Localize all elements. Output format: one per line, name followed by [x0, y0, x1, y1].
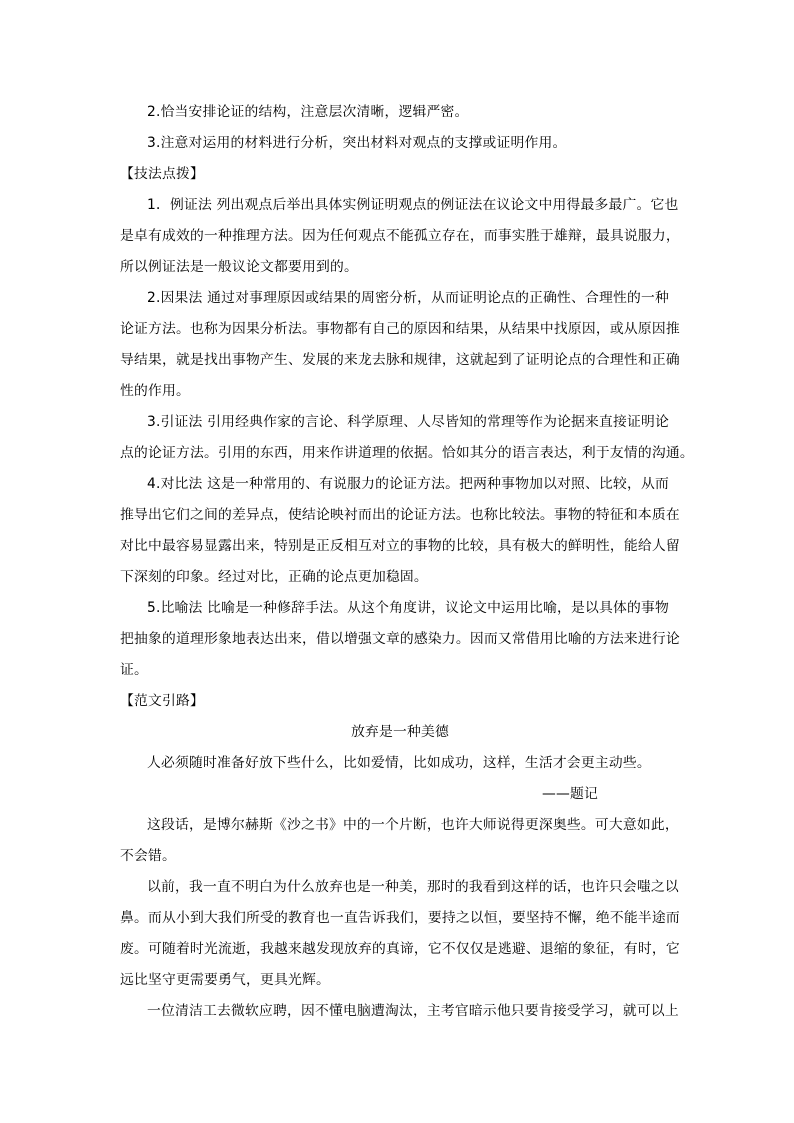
text-line: 远比坚守更需要勇气，更具光辉。 [120, 972, 330, 988]
section-heading: 【范文引路】 [120, 693, 204, 709]
text-line: 2.因果法 通过对事理原因或结果的周密分析，从而证明论点的正确性、合理性的一种 [147, 290, 670, 306]
text-line: 点的论证方法。引用的东西，用来作讲道理的依据。恰如其分的语言表达，利于友情的沟通。 [120, 445, 694, 461]
epigraph-attribution: ——题记 [542, 786, 598, 802]
text-line: 3.引证法 引用经典作家的言论、科学原理、人尽皆知的常理等作为论据来直接证明论 [147, 414, 670, 430]
text-line: 4.对比法 这是一种常用的、有说服力的论证方法。把两种事物加以对照、比较，从而 [147, 476, 670, 492]
text-line: 鼻。而从小到大我们所受的教育也一直告诉我们，要持之以恒，要坚持不懈，绝不能半途而 [120, 910, 680, 926]
text-line: 推导出它们之间的差异点，使结论映衬而出的论证方法。也称比较法。事物的特征和本质在 [120, 507, 680, 523]
text-line: 论证方法。也称为因果分析法。事物都有自己的原因和结果，从结果中找原因，或从原因推 [120, 321, 680, 337]
text-line: 性的作用。 [120, 383, 190, 399]
text-line: 对比中最容易显露出来，特别是正反相互对立的事物的比较，具有极大的鲜明性，能给人留 [120, 538, 680, 554]
essay-title: 放弃是一种美德 [351, 724, 449, 740]
text-line: 导结果，就是找出事物产生、发展的来龙去脉和规律，这就起到了证明论点的合理性和正确 [120, 352, 680, 368]
text-line: 所以例证法是一般议论文都要用到的。 [120, 259, 358, 275]
text-line: 废。可随着时光流逝，我越来越发现放弃的真谛，它不仅仅是逃避、退缩的象征，有时，它 [120, 941, 680, 957]
document-page [120, 102, 694, 1022]
text-line: 不会错。 [120, 848, 176, 864]
text-line: 是卓有成效的一种推理方法。因为任何观点不能孤立存在，而事实胜于雄辩，最具说服力， [120, 228, 680, 244]
epigraph: 人必须随时准备好放下些什么，比如爱情，比如成功，这样，生活才会更主动些。 [147, 755, 651, 771]
text-line: 1．例证法 列出观点后举出具体实例证明观点的例证法在议论文中用得最多最广。它也 [147, 197, 679, 213]
text-line: 证。 [120, 662, 148, 678]
text-line: 以前，我一直不明白为什么放弃也是一种美，那时的我看到这样的话，也许只会嗤之以 [147, 879, 679, 895]
text-line: 下深刻的印象。经过对比，正确的论点更加稳固。 [120, 569, 428, 585]
text-line: 5.比喻法 比喻是一种修辞手法。从这个角度讲，议论文中运用比喻，是以具体的事物 [147, 600, 670, 616]
text-line: 3.注意对运用的材料进行分析，突出材料对观点的支撑或证明作用。 [147, 135, 567, 151]
section-heading: 【技法点拨】 [120, 166, 204, 182]
text-line: 一位清洁工去微软应聘，因不懂电脑遭淘汰，主考官暗示他只要肯接受学习，就可以上 [147, 1003, 679, 1019]
text-line: 这段话，是博尔赫斯《沙之书》中的一个片断，也许大师说得更深奥些。可大意如此， [147, 817, 679, 833]
text-line: 2.恰当安排论证的结构，注意层次清晰，逻辑严密。 [147, 104, 469, 120]
text-line: 把抽象的道理形象地表达出来，借以增强文章的感染力。因而又常借用比喻的方法来进行论 [120, 631, 680, 647]
